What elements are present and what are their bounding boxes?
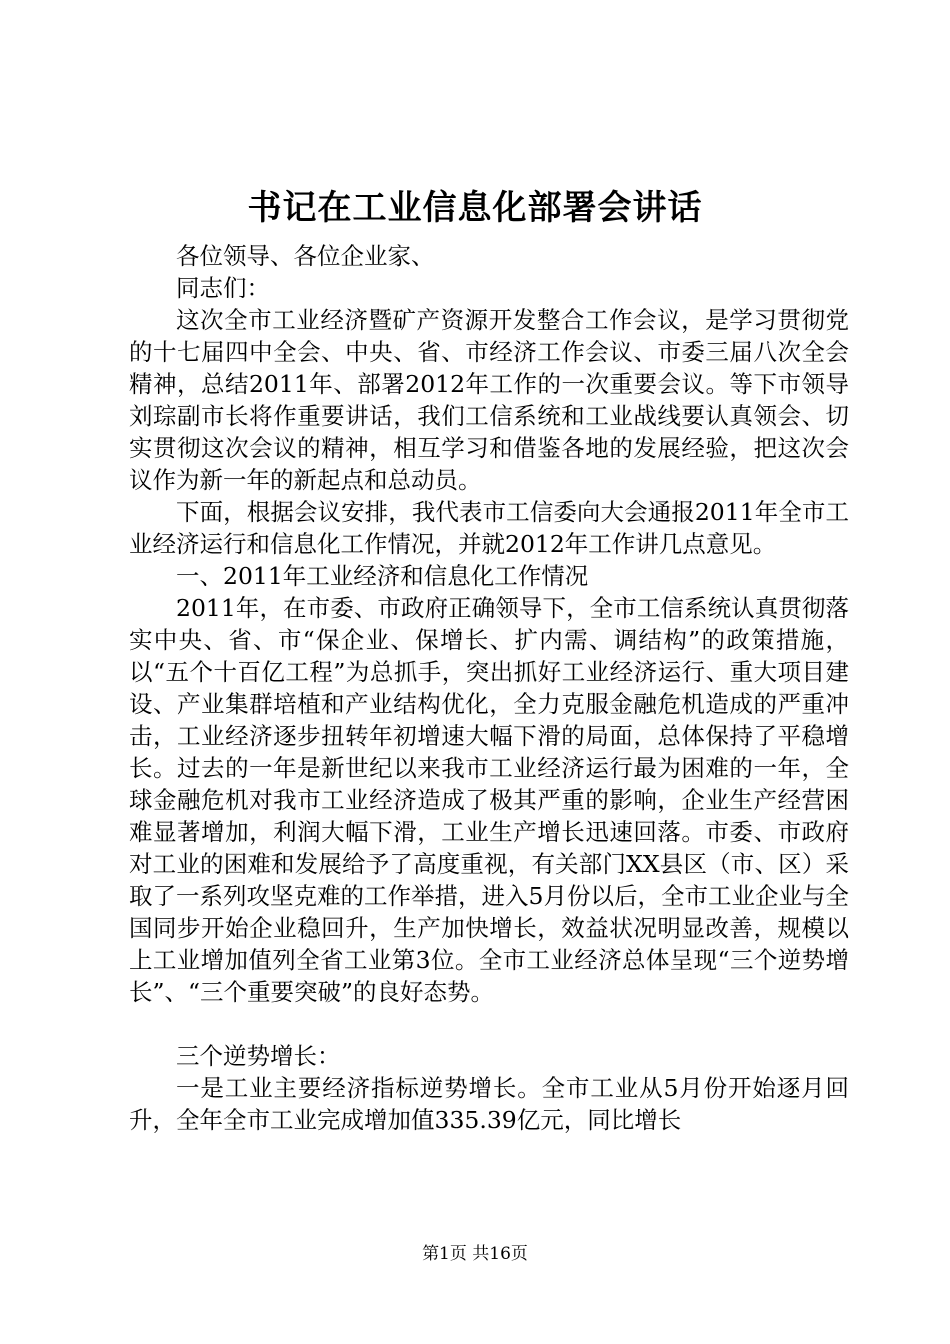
paragraph-agenda: 下面，根据会议安排，我代表市工信委向大会通报2011年全市工业经济运行和信息化工作情况，并就2012年工作讲几点意见。 [129, 498, 849, 558]
document-body [129, 240, 849, 1136]
paragraph-intro: 这次全市工业经济暨矿产资源开发整合工作会议，是学习贯彻党的十七届四中全会、中央、省、市经济工作会议、市委三届八次全会精神，总结2011年、部署2012年工作的一次重要会议。等下市领导刘琮副市长将作重要讲话，我们工信系统和工业战线要认真领会、切实贯彻这次会议的精神，相互学习和借鉴各地的发展经验，把这次会议作为新一年的新起点和总动员。 [129, 306, 849, 494]
subheading-three-growths: 三个逆势增长： [176, 1042, 341, 1070]
paragraph-2011-overview: 2011年，在市委、市政府正确领导下，全市工信系统认真贯彻落实中央、省、市“保企业、保增长、扩内需、调结构”的政策措施，以“五个十百亿工程”为总抓手，突出抓好工业经济运行、重大项目建设、产业集群培植和产业结构优化，全力克服金融危机造成的严重冲击，工业经济逐步扭转年初增速大幅下滑的局面，总体保持了平稳增长。过去的一年是新世纪以来我市工业经济运行最为困难的一年，全球金融危机对我市工业经济造成了极其严重的影响，企业生产经营困难显著增加，利润大幅下滑，工业生产增长迅速回落。市委、市政府对工业的困难和发展给予了高度重视，有关部门XX县区（市、区）采取了一系列攻坚克难的工作举措，进入5月份以后，全市工业企业与全国同步开始企业稳回升，生产加快增长，效益状况明显改善，规模以上工业增加值列全省工业第3位。全市工业经济总体呈现“三个逆势增长”、“三个重要突破”的良好态势。 [129, 594, 849, 1006]
salutation-line-1: 各位领导、各位企业家、 [176, 242, 435, 270]
section-heading-1: 一、2011年工业经济和信息化工作情况 [176, 562, 589, 590]
page-number-footer: 第1页 共16页 [422, 1244, 528, 1264]
paragraph-first-growth: 一是工业主要经济指标逆势增长。全市工业从5月份开始逐月回升，全年全市工业完成增加值335.39亿元，同比增长 [129, 1074, 849, 1134]
salutation-line-2: 同志们： [176, 274, 270, 302]
document-title: 书记在工业信息化部署会讲话 [247, 188, 703, 228]
